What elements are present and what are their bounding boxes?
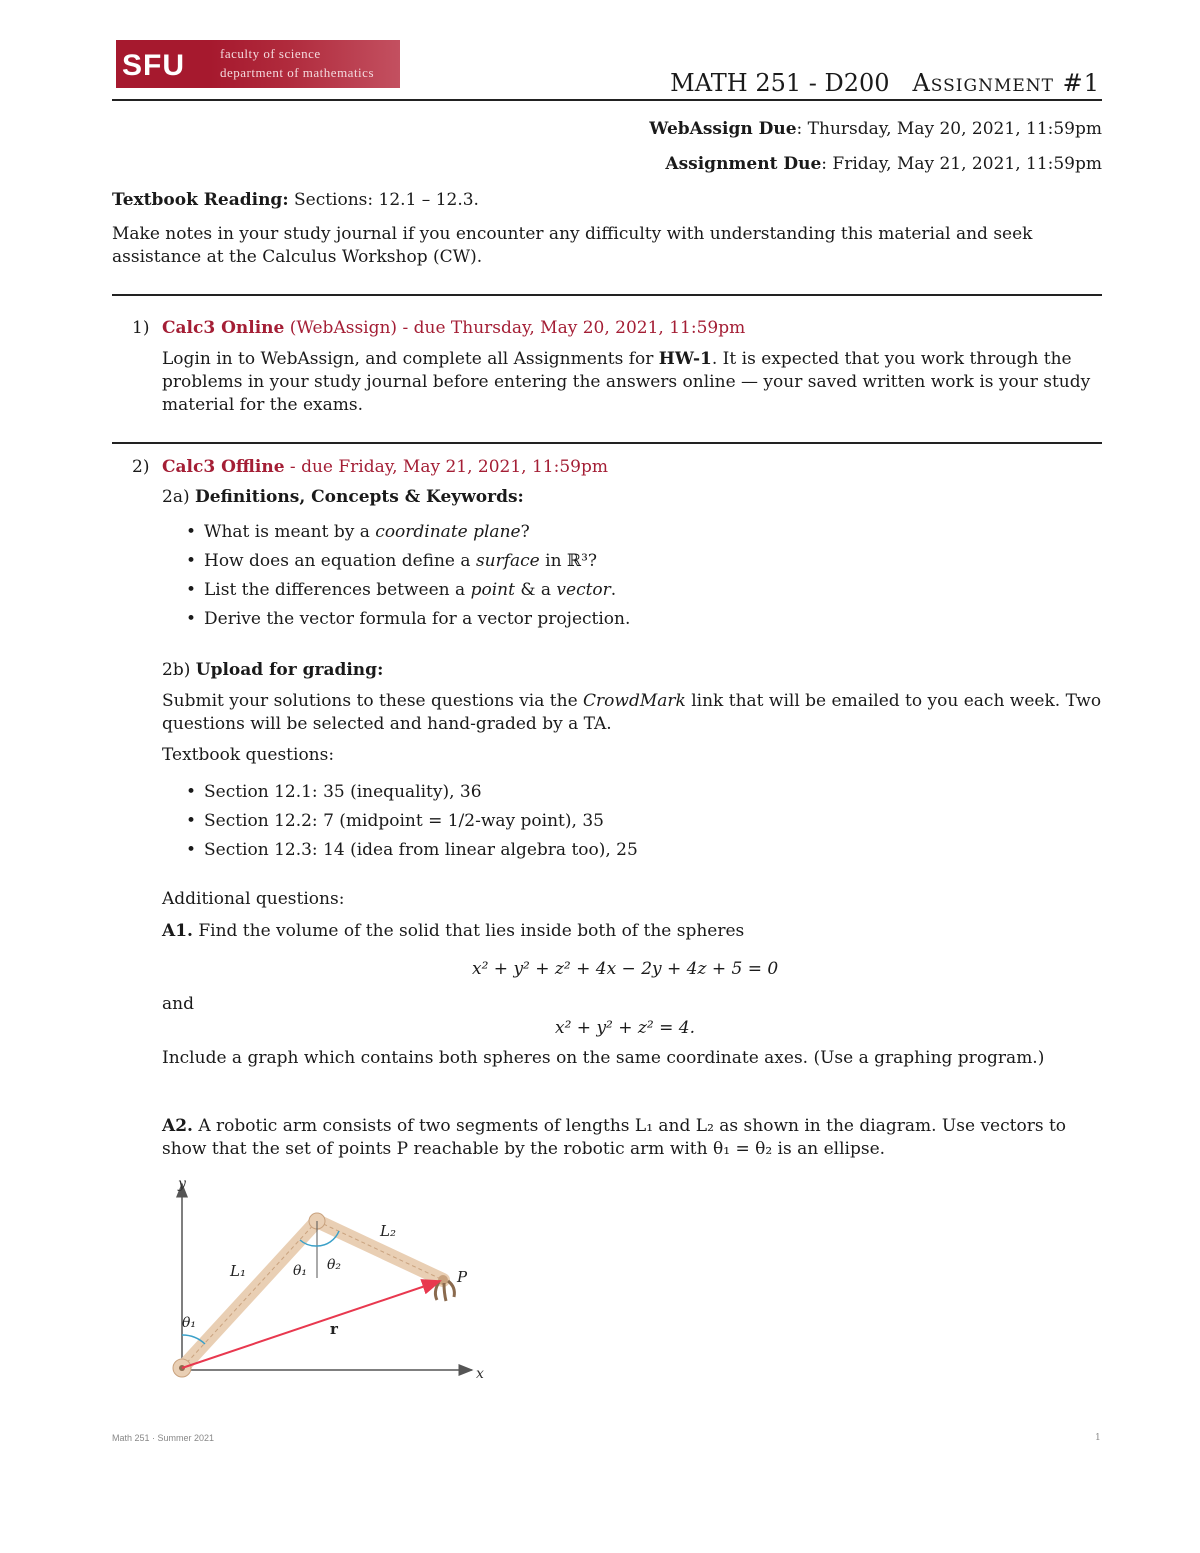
- crowdmark-link: CrowdMark: [583, 691, 686, 711]
- section1-body-a: Login in to WebAssign, and complete all Assignments for: [162, 349, 659, 369]
- webassign-due: [649, 118, 1102, 140]
- L2-label: L₂: [380, 1222, 396, 1240]
- reading-label: Textbook Reading:: [112, 190, 289, 210]
- a1-label: A1.: [162, 921, 193, 941]
- part-a-title: Definitions, Concepts & Keywords: [195, 487, 518, 507]
- section1-rule: [112, 294, 1102, 296]
- webassign-due-date: : Thursday, May 20, 2021, 11:59pm: [796, 119, 1102, 139]
- a2-question: A2. A robotic arm consists of two segments of lengths L₁ and L₂ as shown in the diagram. Use vectors to show that the set of points P reachable by the robotic arm with θ₁ = θ₂ is an ellipse.: [162, 1116, 1067, 1159]
- y-axis-label: y: [178, 1176, 186, 1192]
- reading-sections: Sections: 12.1 – 12.3.: [288, 190, 479, 210]
- section2-title: [162, 456, 608, 478]
- webassign-due-label: WebAssign Due: [649, 119, 797, 139]
- part-a-num: 2a): [162, 487, 190, 507]
- a1-graph-instruction: Include a graph which contains both spheres on the same coordinate axes. (Use a graphing program.): [162, 1048, 1045, 1068]
- list-item: • List the differences between a point & a vector.: [162, 576, 630, 605]
- section1-hw: HW-1: [658, 349, 712, 369]
- section1-title-bold: Calc3 Online: [162, 318, 285, 338]
- section1-title: [162, 317, 745, 339]
- textbook-questions-label: Textbook questions:: [162, 745, 335, 765]
- assignment-due-label: Assignment Due: [665, 154, 822, 174]
- notes-paragraph: Make notes in your study journal if you encounter any difficulty with understanding this material and seek assistance at the Calculus Workshop (CW).: [112, 224, 1033, 267]
- P-label: P: [457, 1268, 468, 1286]
- list-item: • Section 12.2: 7 (midpoint = 1/2-way point), 35: [162, 807, 638, 836]
- sfu-logo-text: SFU: [122, 49, 185, 82]
- theta1-elbow-label: θ₁: [293, 1263, 308, 1279]
- course-code: MATH 251 - D200: [670, 69, 890, 97]
- a1-question: A1. Find the volume of the solid that lies inside both of the spheres: [162, 921, 745, 941]
- section2-number: 2): [132, 457, 150, 477]
- section2-rule: [112, 442, 1102, 444]
- list-item: • Section 12.1: 35 (inequality), 36: [162, 778, 638, 807]
- r-label: r: [330, 1320, 338, 1338]
- part-b-num: 2b): [162, 660, 191, 680]
- assignment-due-date: : Friday, May 21, 2021, 11:59pm: [821, 154, 1102, 174]
- course-header: [670, 68, 1100, 98]
- a2-label: A2.: [162, 1116, 193, 1136]
- additional-questions-label: Additional questions:: [162, 889, 345, 909]
- part-b-heading: 2b) Upload for grading:: [162, 660, 384, 680]
- list-item: • What is meant by a coordinate plane?: [162, 518, 630, 547]
- list-item: • Derive the vector formula for a vector projection.: [162, 605, 630, 634]
- part-a-heading: 2a) Definitions, Concepts & Keywords:: [162, 487, 524, 507]
- gripper-icon: [435, 1281, 454, 1301]
- section1-title-rest: (WebAssign) - due Thursday, May 20, 2021, 11:59pm: [284, 318, 746, 338]
- faculty-name: faculty of science: [220, 46, 321, 61]
- list-item: • Section 12.3: 14 (idea from linear algebra too), 25: [162, 836, 638, 865]
- department-name: department of mathematics: [220, 65, 375, 80]
- footer-text: Math 251 · Summer 2021: [112, 1433, 215, 1443]
- a1-equation-1: x² + y² + z² + 4x − 2y + 4z + 5 = 0: [472, 959, 779, 979]
- part-a-list: [162, 518, 630, 634]
- part-b-text: Submit your solutions to these questions via the CrowdMark link that will be emailed to you each week. Two questions will be selected and hand-graded by a TA.: [162, 691, 1102, 734]
- assignment-title: Assignment #1: [912, 69, 1100, 97]
- section1-body-b: . It is expected that you work through the problems in your study journal before entering the answers online — your saved written work is your study material for the exams.: [162, 349, 1091, 415]
- a1-and: and: [162, 994, 194, 1014]
- a1-equation-2: x² + y² + z² = 4.: [555, 1018, 695, 1038]
- section1-number: 1): [132, 318, 150, 338]
- list-item: • How does an equation define a surface in ℝ³?: [162, 547, 630, 576]
- x-axis-label: x: [476, 1366, 484, 1382]
- theta2-label: θ₂: [327, 1257, 342, 1273]
- logo-faculty-text: [220, 44, 374, 82]
- assignment-due: [665, 153, 1102, 175]
- header-rule: [112, 99, 1102, 101]
- section1-body: [162, 348, 1102, 417]
- robotic-arm-diagram: [160, 1170, 500, 1390]
- page-number: 1: [1095, 1433, 1101, 1443]
- section2-title-rest: - due Friday, May 21, 2021, 11:59pm: [284, 457, 608, 477]
- theta1-base-label: θ₁: [182, 1315, 197, 1331]
- textbook-question-list: [162, 778, 638, 865]
- L1-label: L₁: [230, 1262, 246, 1280]
- textbook-reading: [112, 189, 1102, 212]
- part-b-title: Upload for grading: [195, 660, 378, 680]
- section2-title-bold: Calc3 Offline: [162, 457, 285, 477]
